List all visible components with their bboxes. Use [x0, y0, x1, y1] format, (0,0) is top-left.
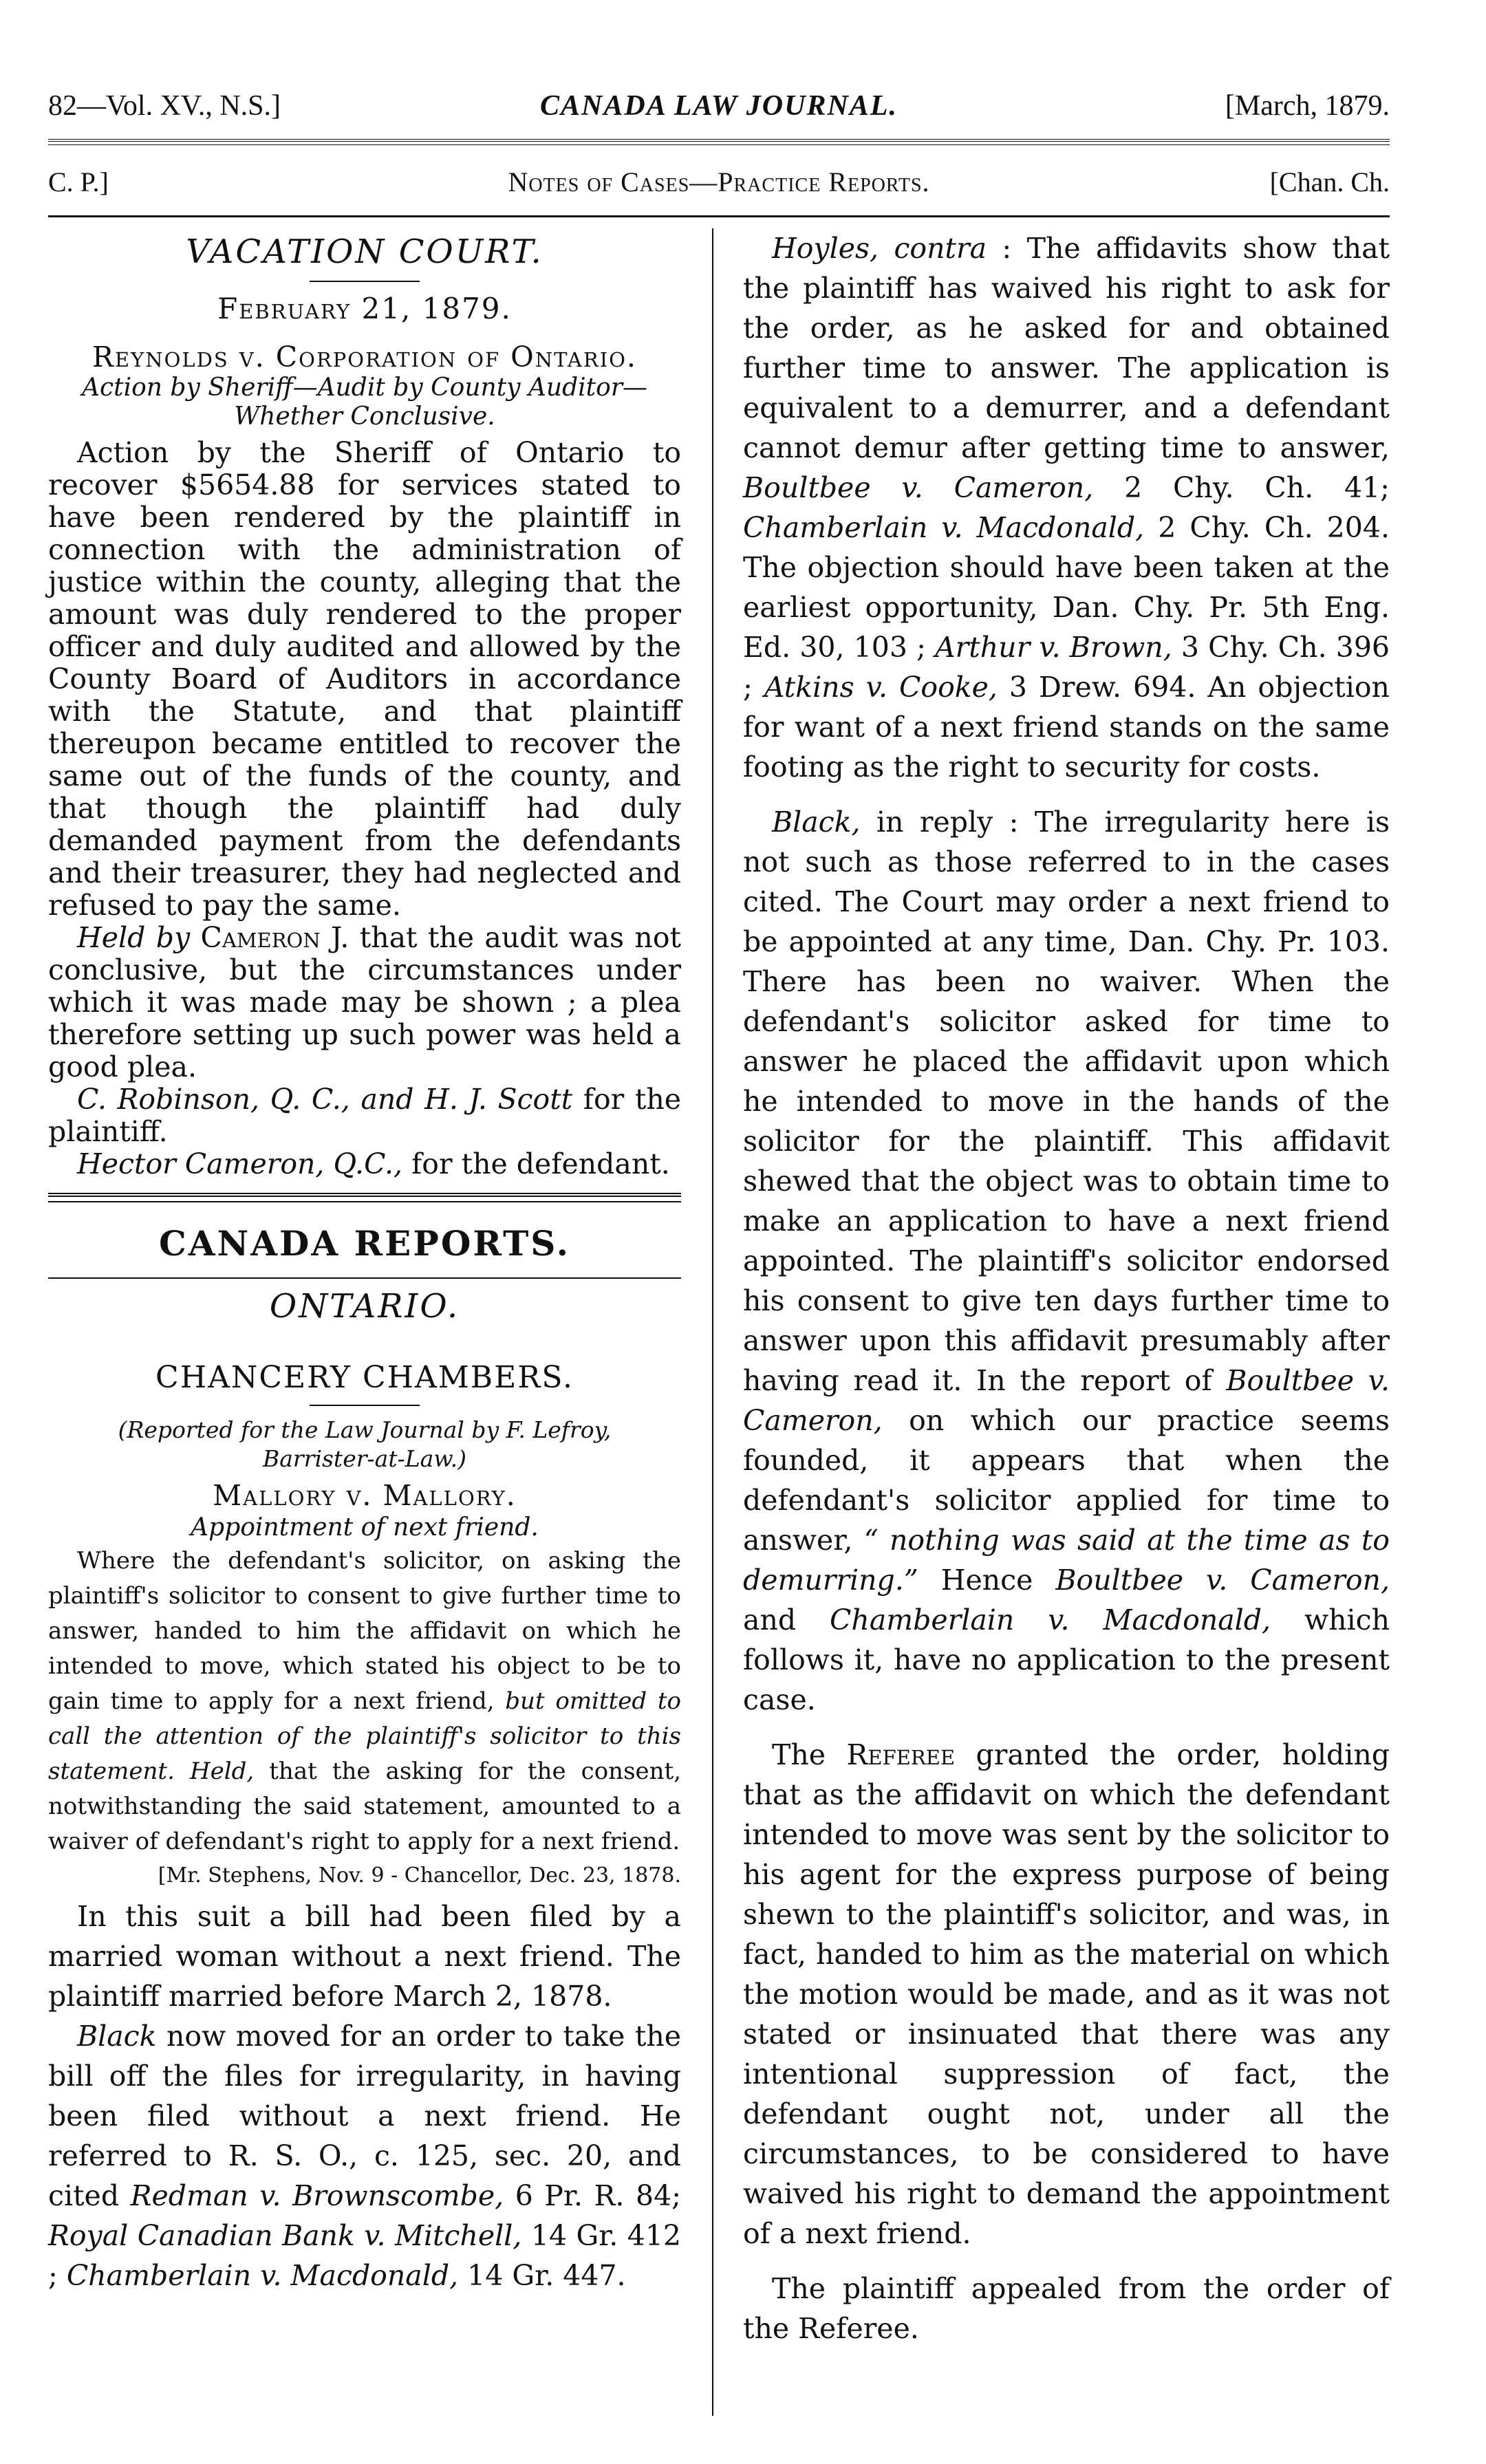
para-text: in reply : The irregularity here is not such as those referred to in the cases cited. The Court may order a next friend to be appointed at any time, Dan. Chy. Pr. 103. There has been no waiver. When the defendant's solicitor asked for time to answer he placed the affidavit upon which he intended to move in the hands of the solicitor for the plaintiff. This affidavit shewed that the object was to obtain time to make an application to have a next friend appointed. The plaintiff's solicitor endorsed his consent to give ten days further time to answer upon this affidavit presumably after having read it. In the report of: [743, 806, 1390, 1397]
counsel-name: Black: [77, 2020, 157, 2053]
section-left: C. P.]: [48, 166, 109, 197]
issue-date: [March, 1879.: [1225, 90, 1390, 122]
case-paragraph: [743, 228, 1390, 787]
counsel-plaintiff: [48, 1083, 681, 1148]
citation: 3 Drew. 694. An objection for want of a next friend stands on the same footing as the right to security for costs.: [743, 671, 1390, 783]
section-right: [Chan. Ch.: [1269, 166, 1390, 197]
canada-reports-title: CANADA REPORTS.: [158, 1223, 571, 1264]
citation: 3 Chy. Ch. 396 ;: [743, 631, 1390, 704]
case-holding: [48, 922, 681, 1083]
case-ref: Boultbee v. Cameron,: [743, 471, 1094, 504]
columns: [48, 228, 1390, 2457]
quotation: “ nothing was said at the time as to demurring.”: [743, 1524, 1390, 1597]
headnote-b: but omitted to call the attention of the plaintiff's solicitor to this statement. Held,: [48, 1687, 682, 1785]
para-text: and: [743, 1603, 797, 1636]
page: [48, 89, 1390, 2457]
case-citation: [Mr. Stephens, Nov. 9 - Chancellor, Dec. 23, 1878.: [158, 1863, 681, 1888]
case-ref: Redman v. Brownscombe,: [130, 2179, 504, 2212]
counsel-defendant: [48, 1148, 681, 1180]
divider: [310, 281, 420, 282]
case-paragraph: In this suit a bill had been filed by a married woman without a next friend. The plaintiff married before March 2, 1878.: [48, 1900, 681, 2013]
para-text: The: [772, 1738, 826, 1771]
counsel-name: Hoyles, contra: [772, 232, 987, 265]
case-paragraph: [48, 2016, 681, 2295]
province-title: ONTARIO.: [269, 1287, 460, 1326]
section-divider: [48, 1193, 681, 1202]
judge-name: Cameron J.: [200, 921, 349, 954]
case-ref: Chamberlain v. Macdonald,: [743, 511, 1145, 544]
para-text: on which our practice seems founded, it appears that when the defendant's solicitor applied for time to answer,: [743, 1404, 1390, 1557]
citation: 6 Pr. R. 84;: [515, 2179, 681, 2212]
rule: [48, 1277, 681, 1279]
para-text: now moved for an order to take the bill off the files for irregularity, in having been filed without a next friend. He referred to R. S. O., c. 125, sec. 20, and cited: [48, 2020, 681, 2212]
case-title: Mallory v. Mallory.: [213, 1479, 517, 1512]
para-text: granted the order, holding that as the affidavit on which the defendant intended to move was sent by the solicitor to his agent for the express purpose of being shewn to the plaintiff's solicitor, and was, in fact, handed to him as the material on which the motion would be made, and as it was not stated or insinuated that there was any intentional suppression of fact, the defendant ought not, under all the circumstances, to be considered to have waived his right to demand the appointment of a next friend.: [743, 1738, 1390, 2250]
headnote: [48, 1544, 681, 1859]
case-ref: Royal Canadian Bank v. Mitchell,: [48, 2219, 522, 2252]
case-ref: Arthur v. Brown,: [935, 631, 1172, 664]
case-paragraph: [743, 802, 1390, 1720]
case-ref: Chamberlain v. Macdonald,: [830, 1603, 1271, 1636]
case-paragraph: [743, 1735, 1390, 2254]
headnote-c: that the asking for the consent, notwithstanding the said statement, amounted to a waiver of defendant's right to apply for a next friend.: [48, 1758, 681, 1855]
counsel-role: for the plaintiff.: [48, 1083, 681, 1148]
case-subject: Appointment of next friend.: [191, 1513, 539, 1542]
counsel-role: for the defendant.: [411, 1147, 670, 1180]
running-header: [48, 89, 1390, 138]
case-body: Action by the Sheriff of Ontario to recover $5654.88 for services stated to have been rendered by the plaintiff in connection with the administration of justice within the county, alleging that the amount was duly rendered to the proper officer and duly audited and allowed by the County Board of Auditors in accordance with the Statute, and that plaintiff thereupon became entitled to recover the same out of the funds of the county, and that though the plaintiff had duly demanded payment from the defendants and their treasurer, they had neglected and refused to pay the same.: [48, 436, 681, 922]
citation: 2 Chy. Ch. 204. The objection should have been taken at the earliest opportunity, Dan. Chy. Pr. 5th Eng. Ed. 30, 103 ;: [743, 511, 1390, 664]
section-header: [48, 166, 1390, 215]
section-rule: [48, 215, 1390, 217]
divider: [310, 1405, 420, 1406]
reporter-note: (Reported for the Law Journal by F. Lefroy, Barrister-at-Law.): [118, 1416, 612, 1472]
case-ref: Boultbee v. Cameron,: [1055, 1564, 1390, 1597]
counsel-names: Hector Cameron, Q.C.,: [77, 1147, 403, 1180]
held-label: Held by: [77, 921, 191, 954]
section-center: Notes of Cases—Practice Reports.: [508, 166, 930, 197]
volume-label: 82—Vol. XV., N.S.]: [48, 90, 281, 122]
citation: 2 Chy. Ch. 41;: [1124, 471, 1390, 504]
headnote-a: Where the defendant's solicitor, on asking the plaintiff's solicitor to consent to give further time to answer, handed to him the affidavit on which he intended to move, which stated his object to be to gain time to apply for a next friend,: [48, 1547, 681, 1715]
header-rule: [48, 139, 1390, 145]
para-text: : The affidavits show that the plaintiff has waived his right to ask for the order, as he asked for and obtained further time to answer. The application is equivalent to a demurrer, and a defendant cannot demur after getting time to answer,: [743, 232, 1390, 464]
case-subject: Action by Sheriff—Audit by County Auditor—Whether Conclusive.: [81, 374, 648, 431]
left-column: [48, 228, 681, 2295]
referee-label: Referee: [846, 1738, 956, 1771]
case-title: Reynolds v. Corporation of Ontario.: [92, 341, 637, 374]
citation: 14 Gr. 447.: [467, 2259, 626, 2292]
citation: 14 Gr. 412 ;: [48, 2219, 681, 2292]
right-column: [743, 228, 1390, 2348]
case-ref: Boultbee v. Cameron,: [743, 1364, 1390, 1437]
column-divider: [712, 228, 713, 2416]
case-paragraph: The plaintiff appealed from the order of the Referee.: [743, 2272, 1390, 2345]
para-text: Hence: [940, 1564, 1033, 1597]
case-ref: Atkins v. Cooke,: [764, 671, 998, 704]
counsel-names: C. Robinson, Q. C., and H. J. Scott: [77, 1083, 573, 1116]
court-title: VACATION COURT.: [186, 233, 543, 271]
holding-text: that the audit was not conclusive, but the circumstances under which it was made may be shown ; a plea therefore setting up such power was held a good plea.: [48, 921, 681, 1083]
para-text: which follows it, have no application to the present case.: [743, 1603, 1390, 1716]
counsel-name: Black,: [772, 806, 861, 839]
case-ref: Chamberlain v. Macdonald,: [66, 2259, 459, 2292]
journal-title: CANADA LAW JOURNAL.: [540, 90, 898, 122]
chambers-title: CHANCERY CHAMBERS.: [155, 1360, 574, 1395]
decision-date: February 21, 1879.: [217, 292, 512, 325]
